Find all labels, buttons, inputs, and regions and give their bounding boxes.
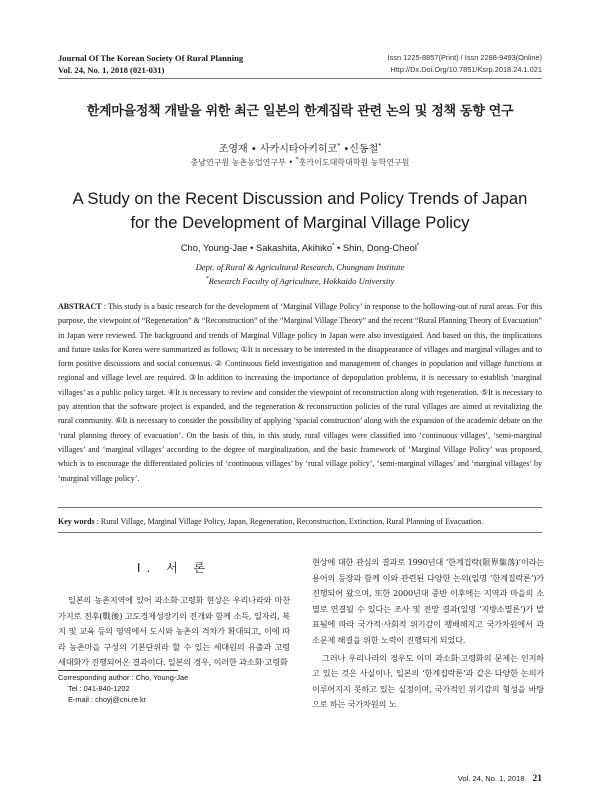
keywords: [58, 516, 542, 528]
issn: Issn 1225-8857(Print) / Issn 2288-9493(Online): [387, 53, 542, 62]
english-authors: Cho, Young-Jae • Sakashita, Akihiko* • Shin, Dong-Cheol*: [180, 242, 420, 253]
header-divider: [58, 78, 542, 79]
english-affiliation: Dept. of Rural & Agricultural Research, Chungnam Institute *Research Faculty of Agriculture, Hokkaido University: [195, 262, 405, 286]
abstract-text: : This study is a basic research for the development of ‘Marginal Village Policy’ in response to the hollowing-out of rural areas. For this purpose, the viewpoint of “Regeneration” & “Reconstruction” of the “Marginal Village Theory” and the recent “Rural Planning Theory of Evacuation” in Japan were reviewed. The background and trends of Marginal Village policy in Japan were also investigated. And based on this, the implications and future tasks for Korea were summarized as follows; ①It is necessary to be interested in the disappearance of villages and marginal villages and to form positive discussions and social consensus. ② Continuous field investigation and management of changes in population and village functions at regional and village level are required. ③In addition to increasing the importance of depopulation problems, it is necessary to establish ‘marginal villages’ as a public policy target. ④It is necessary to review and consider the viewpoint of reconstruction along with regeneration. ⑤It is necessary to pay attention that the software project is expanded, and the regeneration & reconstruction policies of the rural villages are aimed at revitalizing the rural community. ⑥It is necessary to consider the possibility of applying ‘spacial construction’ along with the expansion of the academic debate on the ‘rural planning theory of evacuation’. On the basis of this, in this study, rural villages were classified into ‘continuous villages’, ‘semi-marginal villages’ and ‘marginal villages’ according to the degree of marginalization, and the basic framework of ‘Marginal Village Policy’ was proposed, which is to encourage the differentiated policies of ‘continuous villages’ by ‘rural village policy’, ‘semi-marginal villages’ and ‘marginal villages’ by ‘marginal village policy’.: [58, 302, 542, 483]
footnote-divider: [58, 670, 178, 671]
korean-affiliation: 충남연구원 농촌농업연구부 • *훗카이도대학대학원 농학연구원: [190, 156, 410, 167]
keywords-label: Key words: [58, 517, 95, 526]
journal-header: [58, 52, 243, 76]
journal-name: Journal Of The Korean Society Of Rural Planning: [58, 53, 244, 63]
keywords-bottom-divider: [58, 532, 542, 533]
body-paragraph: 그러나 우리나라의 경우도 이미 과소화·고령화의 문제는 인지하고 있는 것은 사실이나, 일본의 ‘한계집락론’과 같은 다양한 논의가 이루어지지 못하고 있는 실정이며, 국가적인 위기감의 형성을 바탕으로 하는 국가차원의 노: [312, 652, 544, 710]
journal-volume: Vol. 24, No. 1, 2018 (021-031): [58, 65, 165, 75]
abstract-label: ABSTRACT: [58, 302, 102, 311]
korean-title: 한계마을정책 개발을 위한 최근 일본의 한계집락 관련 논의 및 정책 동향 연구: [86, 104, 514, 119]
keywords-text: : Rural Village, Marginal Village Policy, Japan, Regeneration, Reconstruction, Extinction, Rural Planning of Evacuation.: [94, 517, 484, 526]
issn-doi-header: [388, 52, 542, 76]
page-footer: [458, 774, 542, 784]
korean-authors: 조영재 • 사카시타아키히코* •신동철*: [218, 142, 382, 155]
doi-link[interactable]: Http://Dx.Doi.Org/10.7851/Ksrp.2018.24.1.021: [390, 65, 542, 74]
keywords-top-divider: [58, 507, 542, 508]
right-column: [312, 555, 544, 713]
footer-issue: Vol. 24, No. 1, 2018: [457, 774, 525, 783]
body-paragraph: 일본의 농촌지역에 있어 과소화·고령화 현상은 우리나라와 마찬가지로 전후(戰後) 고도경제성장기의 전개와 함께 소득, 일자리, 복지 및 교육 등의 영역에서 도시와 농촌의 격차가 확대되고, 이에 따라 농촌마을 구성의 기본단위라 할 수 있는 세대원의 유출과 고령 세대화가 진행되어온 결과이다. 일본의 경우, 이러한 과소화·고령화: [58, 595, 290, 668]
left-column: [58, 555, 290, 671]
english-title: A Study on the Recent Discussion and Policy Trends of Japan for the Development of Marginal Village Policy: [72, 189, 528, 232]
body-paragraph: 현상에 대한 관심의 결과로 1990년대 ‘한계집락(限界集落)’이라는 용어의 등장과 함께 이와 관련된 다양한 논의(일명 ‘한계집락론’)가 진행되어 왔으며, 또한 2000년대 중반 이후에는 지역과 마을의 소멸로 연결될 수 있다는 조사 및 전망 결과(일명 ‘지방소멸론’)가 발표됨에 따라 국가적·사회적 위기감이 팽배해지고 국가차원에서 과소문제 해결을 위한 노력이 진행되게 되었다.: [312, 557, 544, 645]
section-heading: I. 서 론: [136, 560, 212, 575]
author-email[interactable]: E-mail : choyj@cni.re.kr: [68, 695, 147, 704]
page-number: 21: [532, 774, 542, 784]
abstract: [58, 300, 542, 486]
footnote: [58, 672, 290, 705]
author-phone: Tel : 041-840-1202: [68, 684, 130, 693]
corresponding-author: Corresponding author : Cho, Young-Jae: [58, 673, 189, 682]
